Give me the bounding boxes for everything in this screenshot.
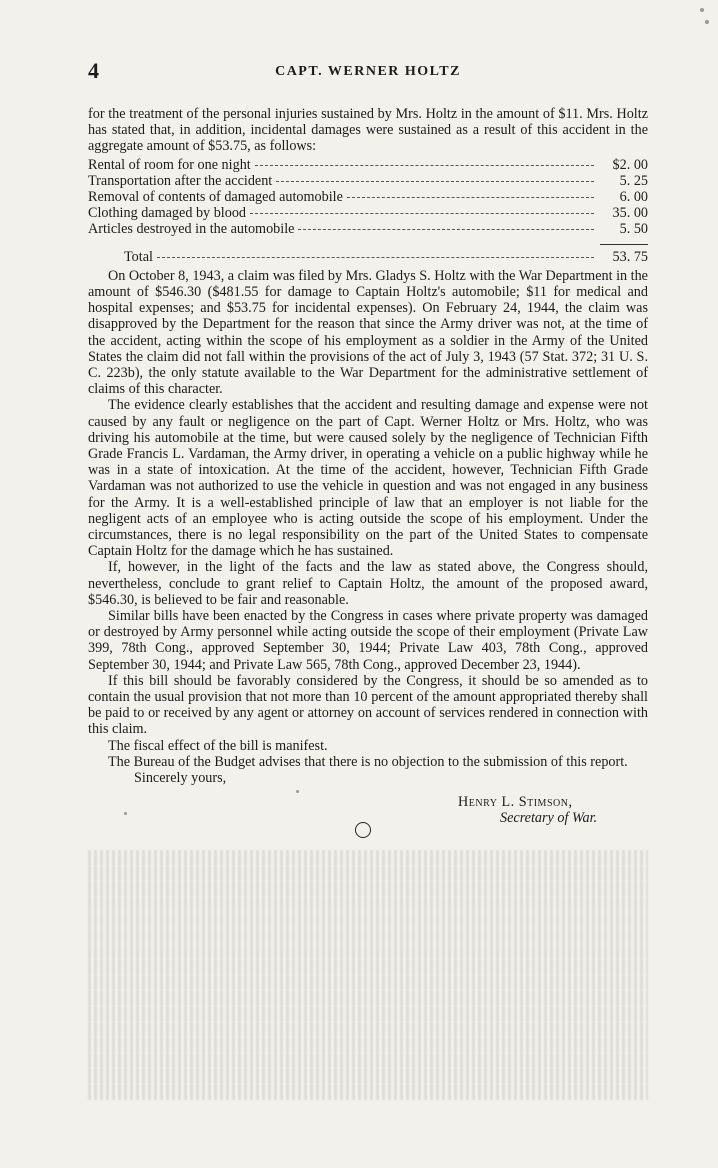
damage-label: Articles destroyed in the automobile xyxy=(88,221,295,238)
paragraph-amendment: If this bill should be favorably considered by the Congress, it should be so amended as to contain the usual provision that not more than 10 percent of the amount appropriated thereby shall be paid to or received by any agent or attorney on account of services rendered in connection with this claim. xyxy=(88,672,648,738)
running-title: CAPT. WERNER HOLTZ xyxy=(275,64,461,79)
leader-dots xyxy=(250,213,594,214)
signature-block xyxy=(88,794,648,826)
paragraph-similar-bills: Similar bills have been enacted by the Congress in cases where private property was damaged or destroyed by Army personnel while acting outside the scope of their employment (Private Law 399, 78th Cong., approved September 30, 1944; Private Law 403, 78th Cong., approved September 30, 1944; and Private Law 565, 78th Cong., approved December 23, 1944). xyxy=(88,608,648,673)
paragraph-intro: for the treatment of the personal injuries sustained by Mrs. Holtz in the amount of $11. Mrs. Holtz has stated that, in addition, incidental damages were sustained as a result of this accident in the aggregate amount of $53.75, as follows: xyxy=(88,106,648,155)
paragraph-evidence: The evidence clearly establishes that the accident and resulting damage and expense were not caused by any fault or negligence on the part of Capt. Werner Holtz or Mrs. Holtz, who was driving his automobile at the time, but were caused solely by the negligence of Technician Fifth Grade Francis L. Vardaman, the Army driver, in operating a vehicle on a public highway while he was in a state of intoxication. At the time of the accident, however, Technician Fifth Grade Vardaman was not authorized to use the vehicle in question and was not engaged in any business for the Army. It is a well-established principle of law that an employer is not liable for the negligent acts of an employee who is acting outside the scope of his employment. Under the circumstances, there is no legal responsibility on the part of the United States to compensate Captain Holtz for the damage which he has sustained. xyxy=(88,397,648,560)
salutation: Sincerely yours, xyxy=(134,770,227,787)
paragraph-claim: On October 8, 1943, a claim was filed by Mrs. Gladys S. Holtz with the War Department in the amount of $546.30 ($481.55 for damage to Captain Holtz's automobile; $11 for medical and hospital expenses; and $53.75 for incidental expenses). On February 24, 1944, the claim was disapproved by the Department for the reason that since the Army driver was not, at the time of the accident, acting within the scope of his employment as a soldier in the Army of the United States the claim did not fall within the provisions of the act of July 3, 1943 (57 Stat. 372; 31 U. S. C. 223b), the only statute available to the War Department for the administrative settlement of claims of this character. xyxy=(88,267,648,398)
paragraph-budget: The Bureau of the Budget advises that there is no objection to the submission of this report. xyxy=(108,753,628,770)
signer-name: Henry L. Stimson, xyxy=(458,794,573,811)
signer-title: Secretary of War. xyxy=(500,810,598,827)
print-smudge xyxy=(296,790,299,793)
paragraph-fiscal: The fiscal effect of the bill is manifest. xyxy=(108,737,328,754)
total-amount: 53. 75 xyxy=(612,248,648,265)
leader-dots xyxy=(157,257,594,258)
damages-list xyxy=(88,157,648,265)
paragraph-relief: If, however, in the light of the facts and the law as stated above, the Congress should, nevertheless, conclude to grant relief to Captain Holtz, the amount of the proposed award, $546.30, is believed to be fair and reasonable. xyxy=(88,559,648,608)
damage-amount: $2. 00 xyxy=(612,156,648,173)
end-mark-circle xyxy=(355,822,371,838)
damage-amount: 5. 25 xyxy=(619,172,648,189)
damage-item xyxy=(88,157,648,173)
leader-dots xyxy=(255,165,594,166)
total-rule xyxy=(600,244,648,245)
page-number: 4 xyxy=(88,58,99,83)
total-row xyxy=(88,249,648,265)
damage-amount: 35. 00 xyxy=(612,205,648,222)
damage-item xyxy=(88,189,648,205)
damage-label: Transportation after the accident xyxy=(88,172,273,189)
show-through-text xyxy=(88,850,648,1100)
damage-label: Clothing damaged by blood xyxy=(88,205,247,222)
damage-item xyxy=(88,221,648,237)
print-smudge xyxy=(124,812,127,815)
damage-label: Removal of contents of damaged automobile xyxy=(88,188,343,205)
leader-dots xyxy=(298,229,594,230)
damage-item xyxy=(88,205,648,221)
report-body xyxy=(88,106,648,827)
damage-item xyxy=(88,173,648,189)
damage-label: Rental of room for one night xyxy=(88,156,251,173)
total-label: Total xyxy=(124,248,153,265)
leader-dots xyxy=(347,197,594,198)
closing-block xyxy=(88,770,648,827)
damage-amount: 5. 50 xyxy=(619,221,648,238)
print-smudge xyxy=(705,20,709,24)
page-header xyxy=(88,58,648,88)
leader-dots xyxy=(276,181,594,182)
print-smudge xyxy=(700,8,704,12)
damage-amount: 6. 00 xyxy=(619,188,648,205)
